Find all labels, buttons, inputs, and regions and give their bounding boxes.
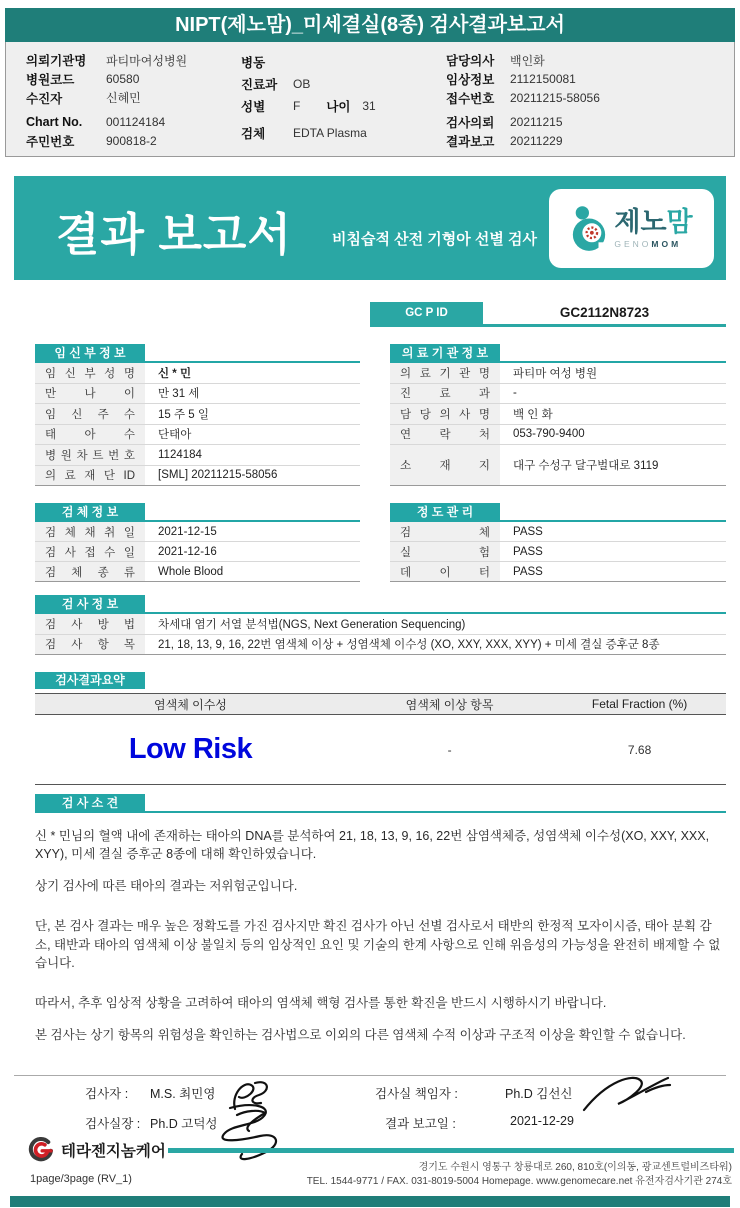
findings-paragraph: 본 검사는 상기 항목의 위험성을 확인하는 검사법으로 이외의 다른 염색체 수적 이상과 구조적 이상을 확인할 수 없습니다. (35, 1027, 686, 1042)
theragen-company-name: 테라젠지놈케어 (61, 1142, 166, 1160)
bottom-teal-bar (10, 1196, 730, 1207)
report-title-bar (5, 8, 735, 42)
header-row (26, 51, 241, 70)
banner-title: 결과 보고서 (56, 209, 292, 260)
findings-paragraph: 신 * 민님의 혈액 내에 존재하는 태아의 DNA를 분석하여 21, 18, 13, 9, 16, 22번 삼염색체증, 성염색체 이수성(XO, XXY, XXX, XYY), 미세 결실 증후군 8종에 대해 확인하였습니다. (35, 829, 710, 862)
row-label: 소 재 지 (400, 460, 490, 472)
clinic-info-table (390, 344, 726, 486)
field-label: 검사의뢰 (446, 115, 495, 130)
pregnant-info-table (35, 344, 360, 486)
result-low-risk: Low Risk (128, 733, 253, 765)
header-row (241, 122, 446, 144)
test-info-table (35, 595, 726, 655)
field-label: 수진자 (26, 91, 63, 106)
table-row (35, 445, 360, 466)
field-value: 20211215 (510, 114, 563, 129)
field-label: 병동 (241, 56, 266, 70)
row-label: 임 신 부 성 명 (45, 367, 135, 380)
lab-head-label: 검사실장 : (85, 1117, 141, 1131)
footer-contact: TEL. 1544-9771 / FAX. 031-8019-5004 Homepage. www.genomecare.net 유전자검사기관 274호 (306, 1176, 732, 1187)
row-label: 태 아 수 (45, 429, 135, 442)
table-row (35, 562, 360, 582)
logo-text-geno: 제노 (614, 206, 667, 237)
row-value: 파티마 여성 병원 (513, 367, 598, 380)
section-title-pregnant: 임 신 부 정 보 (35, 344, 145, 363)
summary-col-abnormal: 염색체 이상 항목 (405, 697, 494, 712)
section-title-qc: 정 도 관 리 (390, 503, 500, 522)
header-row (446, 51, 720, 70)
header-row (241, 95, 446, 117)
field-value: F (293, 99, 301, 113)
row-value: 2021-12-16 (158, 545, 217, 558)
field-value: 20211229 (510, 133, 563, 148)
row-label: 담 당 의 사 명 (400, 408, 490, 421)
result-summary (35, 671, 726, 785)
summary-col-fetal-fraction: Fetal Fraction (%) (591, 697, 688, 711)
header-row (446, 112, 720, 131)
field-label: 진료과 (241, 78, 278, 92)
header-row (446, 89, 720, 108)
field-label: 병원코드 (26, 73, 75, 88)
row-value: 2021-12-15 (158, 525, 217, 538)
table-row (35, 635, 726, 656)
section-title-summary: 검사결과요약 (35, 672, 145, 689)
footer-teal-line (168, 1148, 734, 1153)
footer-address: 경기도 수원시 영통구 창룡대로 260, 810호(이의동, 광교센트럴비즈타워) (418, 1162, 732, 1173)
row-value: 신 * 민 (158, 367, 192, 380)
genomom-logo-text (614, 206, 693, 249)
row-value: 차세대 염기 서열 분석법(NGS, Next Generation Sequencing) (158, 618, 466, 631)
info-tables (35, 344, 726, 486)
genomom-logo-icon (570, 204, 608, 254)
row-label: 검 사 항 목 (45, 639, 135, 652)
signature-lab-chief (578, 1068, 673, 1116)
table-row (390, 562, 726, 582)
row-label: 병 원 차 트 번 호 (45, 449, 135, 462)
table-row (390, 363, 726, 384)
row-value: 15 주 5 일 (158, 408, 209, 421)
findings-section (35, 794, 726, 1044)
field-label: 담당의사 (446, 54, 495, 69)
abnormal-item-value: - (447, 742, 452, 757)
header-row (26, 70, 241, 89)
logo-subtext-mom: MOM (651, 238, 682, 249)
summary-data-row (35, 715, 726, 785)
field-label: 검체 (241, 127, 266, 141)
field-label: 임상정보 (446, 73, 495, 88)
header-row (446, 70, 720, 89)
page-number: 1page/3page (RV_1) (30, 1173, 132, 1185)
row-value: 1124184 (158, 448, 202, 461)
row-value: 대구 수성구 달구벌대로 3119 (513, 460, 659, 472)
row-value: Whole Blood (158, 565, 224, 578)
table-row (35, 466, 360, 487)
row-value: PASS (513, 525, 543, 538)
header-row (26, 131, 241, 150)
findings-paragraph: 상기 검사에 따른 태아의 결과는 저위험군입니다. (35, 879, 298, 894)
field-value: 파티마여성병원 (106, 53, 188, 68)
field-label: 의뢰기관명 (26, 54, 87, 69)
theragen-logo (28, 1136, 166, 1163)
row-label: 임 신 주 수 (45, 408, 135, 421)
row-label: 진 료 과 (400, 388, 490, 401)
field-value: 900818-2 (106, 133, 157, 148)
row-label: 데 이 터 (400, 566, 490, 579)
report-title: NIPT(제노맘)_미세결실(8종) 검사결과보고서 (175, 14, 565, 36)
genomom-logo (549, 189, 714, 268)
row-value: 21, 18, 13, 9, 16, 22번 염색체 이상 + 성염색체 이수성 (XO, XXY, XXX, XYY) + 미세 결실 증후군 8종 (158, 639, 660, 652)
findings-paragraph: 따라서, 추후 임상적 상황을 고려하여 태아의 염색체 핵형 검사를 통한 확진을 반드시 시행하시기 바랍니다. (35, 995, 607, 1010)
row-label: 의 료 재 단 ID (45, 470, 135, 483)
section-title-findings: 검 사 소 견 (35, 794, 145, 813)
table-row (390, 522, 726, 542)
qc-table (390, 503, 726, 582)
header-row (241, 51, 446, 73)
row-label: 검 체 채 취 일 (45, 526, 135, 539)
field-value: 신혜민 (106, 91, 141, 106)
table-row (390, 542, 726, 562)
gcpid-row (370, 302, 726, 327)
row-label: 연 락 처 (400, 429, 490, 442)
table-row (390, 445, 726, 486)
field-value: 20211215-58056 (510, 90, 600, 105)
lab-chief-label: 검사실 책임자 : (375, 1087, 458, 1101)
field-label: 결과보고 (446, 134, 495, 149)
report-date-label: 결과 보고일 : (385, 1117, 456, 1131)
findings-paragraph: 단, 본 검사 결과는 매우 높은 정확도를 가진 검사지만 확진 검사가 아닌 선별 검사로서 태반의 한정적 모자이시즘, 태아 분획 감소, 태반과 태아의 염색체 이상 불일치 등의 임상적인 요인 및 기술의 한계 사항으로 인해 위음성의 가능성을 완전히 배제할 수 없습니다. (35, 919, 721, 970)
logo-subtext-geno: GENO (614, 238, 652, 249)
table-row (35, 425, 360, 446)
field-label: 나이 (326, 100, 351, 114)
table-row (35, 522, 360, 542)
row-value: PASS (513, 545, 543, 558)
field-label: 주민번호 (26, 134, 75, 149)
table-row (390, 404, 726, 425)
row-label: 검 사 방 법 (45, 618, 135, 631)
field-value: 2112150081 (510, 72, 576, 87)
banner-subtitle: 비침습적 산전 기형아 선별 검사 (332, 231, 538, 248)
result-banner (14, 176, 726, 280)
examiner-name: M.S. 최민영 (150, 1087, 216, 1101)
row-label: 검 체 (400, 526, 490, 539)
table-row (35, 614, 726, 635)
specimen-qc-tables (35, 503, 726, 582)
header-row (241, 73, 446, 95)
field-label: Chart No. (26, 114, 83, 129)
header-row (26, 89, 241, 108)
signature-lab-head (212, 1100, 292, 1164)
table-row (35, 404, 360, 425)
row-value: - (513, 387, 517, 400)
table-row (390, 384, 726, 405)
row-label: 의 료 기 관 명 (400, 367, 490, 380)
section-title-clinic: 의 료 기 관 정 보 (390, 344, 500, 363)
table-row (35, 542, 360, 562)
fetal-fraction-value: 7.68 (627, 742, 652, 757)
row-label: 검 체 종 류 (45, 566, 135, 579)
table-row (390, 425, 726, 446)
row-label: 만 나 이 (45, 388, 135, 401)
row-label: 검 사 접 수 일 (45, 546, 135, 559)
header-row (26, 112, 241, 131)
gcpid-label: GC P ID (370, 302, 483, 324)
specimen-info-table (35, 503, 360, 582)
field-value: 001124184 (106, 114, 166, 129)
field-label: 접수번호 (446, 91, 495, 106)
row-label: 실 험 (400, 546, 490, 559)
header-row (446, 131, 720, 150)
row-value: 단태아 (158, 429, 192, 442)
field-value: OB (293, 77, 311, 91)
section-title-test-info: 검 사 정 보 (35, 595, 145, 614)
examiner-label: 검사자 : (85, 1087, 129, 1101)
theragen-logo-icon (28, 1136, 55, 1163)
header-column-1 (26, 51, 241, 150)
row-value: PASS (513, 565, 543, 578)
row-value: [SML] 20211215-58056 (158, 469, 278, 482)
row-value: 만 31 세 (158, 388, 200, 401)
summary-header-row (35, 693, 726, 715)
field-value: 백인화 (510, 53, 545, 68)
row-value: 백 인 화 (513, 408, 553, 421)
lab-head-name: Ph.D 고덕성 (150, 1117, 218, 1131)
row-value: 053-790-9400 (513, 428, 585, 441)
table-row (35, 363, 360, 384)
summary-col-aneuploidy: 염색체 이수성 (154, 697, 227, 712)
gcpid-value: GC2112N8723 (483, 302, 726, 324)
table-row (35, 384, 360, 405)
report-date-value: 2021-12-29 (510, 1114, 574, 1128)
field-value: 60580 (106, 72, 140, 87)
patient-header-box (5, 42, 735, 157)
header-column-3 (446, 51, 720, 150)
field-value: EDTA Plasma (293, 126, 367, 140)
field-value: 31 (362, 99, 376, 113)
lab-chief-name: Ph.D 김선신 (505, 1087, 573, 1101)
logo-text-mom: 맘 (666, 206, 693, 237)
header-column-2 (241, 51, 446, 150)
section-title-specimen: 검 체 정 보 (35, 503, 145, 522)
field-label: 성별 (241, 100, 266, 114)
